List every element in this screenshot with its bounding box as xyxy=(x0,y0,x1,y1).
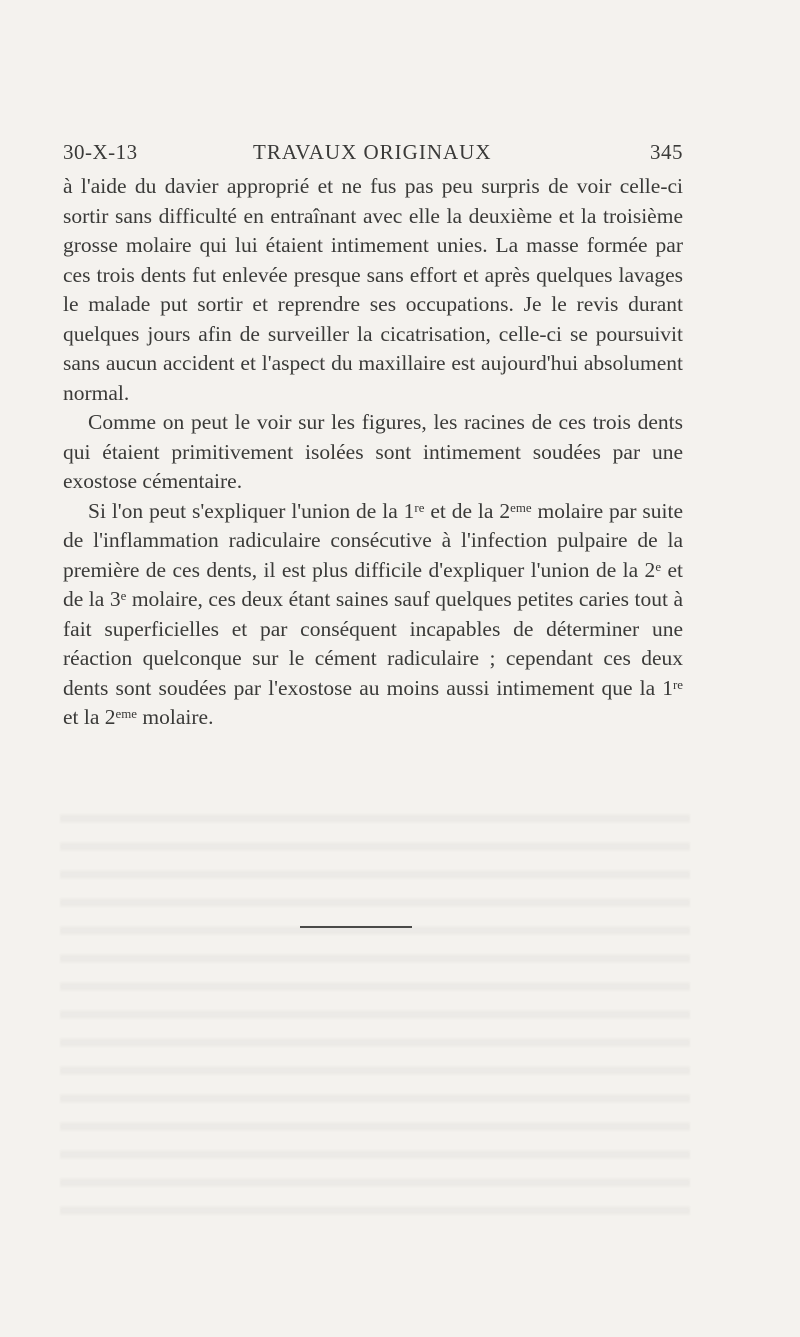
p3-sup-b: eme xyxy=(510,500,532,515)
page-number: 345 xyxy=(650,140,683,164)
paragraph-1: à l'aide du davier approprié et ne fus pas peu surpris de voir celle-ci sortir sans difficulté en entraînant avec elle la deuxième et la troisième grosse molaire qui lui étaient intimement unies. La masse formée par ces trois dents fut enlevée presque sans effort et après quelques lavages le malade put sortir et reprendre ses occupations. Je le revis durant quelques jours afin de surveiller la cicatrisation, celle-ci se poursuivit sans aucun accident et l'aspect du maxillaire est aujourd'hui absolument normal. xyxy=(63,174,683,405)
p3-text-f: et la 2 xyxy=(63,705,116,729)
p3-sup-e: re xyxy=(672,677,683,692)
bleed-through-texture xyxy=(60,800,690,1220)
p3-sup-f: eme xyxy=(115,707,138,722)
p3-text-e: molaire, ces deux étant saines sauf quelques petites caries tout à fait superficielles et par conséquent incapables de déterminer une réaction quelconque sur le cément radiculaire ; cependant ces deux dents sont soudées par l'exostose au moins aussi intimement que la 1 xyxy=(63,587,683,700)
section-end-rule xyxy=(300,926,412,928)
header-date: 30-X-13 xyxy=(63,140,138,164)
p3-sup-c: e xyxy=(655,559,662,574)
p3-text-b: et de la 2 xyxy=(424,498,511,523)
running-header xyxy=(63,140,683,170)
p3-text-a: Si l'on peut s'expliquer l'union de la 1 xyxy=(88,498,415,523)
header-section-title: TRAVAUX ORIGINAUX xyxy=(253,140,492,164)
body-text xyxy=(63,172,683,733)
p3-text-g: molaire. xyxy=(137,705,214,729)
paragraph-3 xyxy=(63,497,683,733)
p3-sup-a: re xyxy=(414,500,425,515)
p3-text-c: molaire par suite de l'inflammation radiculaire consécutive à l'infection pulpaire de la première de ces dents, il est plus difficile d'expliquer l'union de la 2 xyxy=(63,498,683,582)
p3-text-d: et de la 3 xyxy=(63,557,683,611)
p3-sup-d: e xyxy=(120,589,127,604)
paragraph-2: Comme on peut le voir sur les figures, les racines de ces trois dents qui étaient primitivement isolées sont intimement soudées par une exostose cémentaire. xyxy=(63,410,683,493)
